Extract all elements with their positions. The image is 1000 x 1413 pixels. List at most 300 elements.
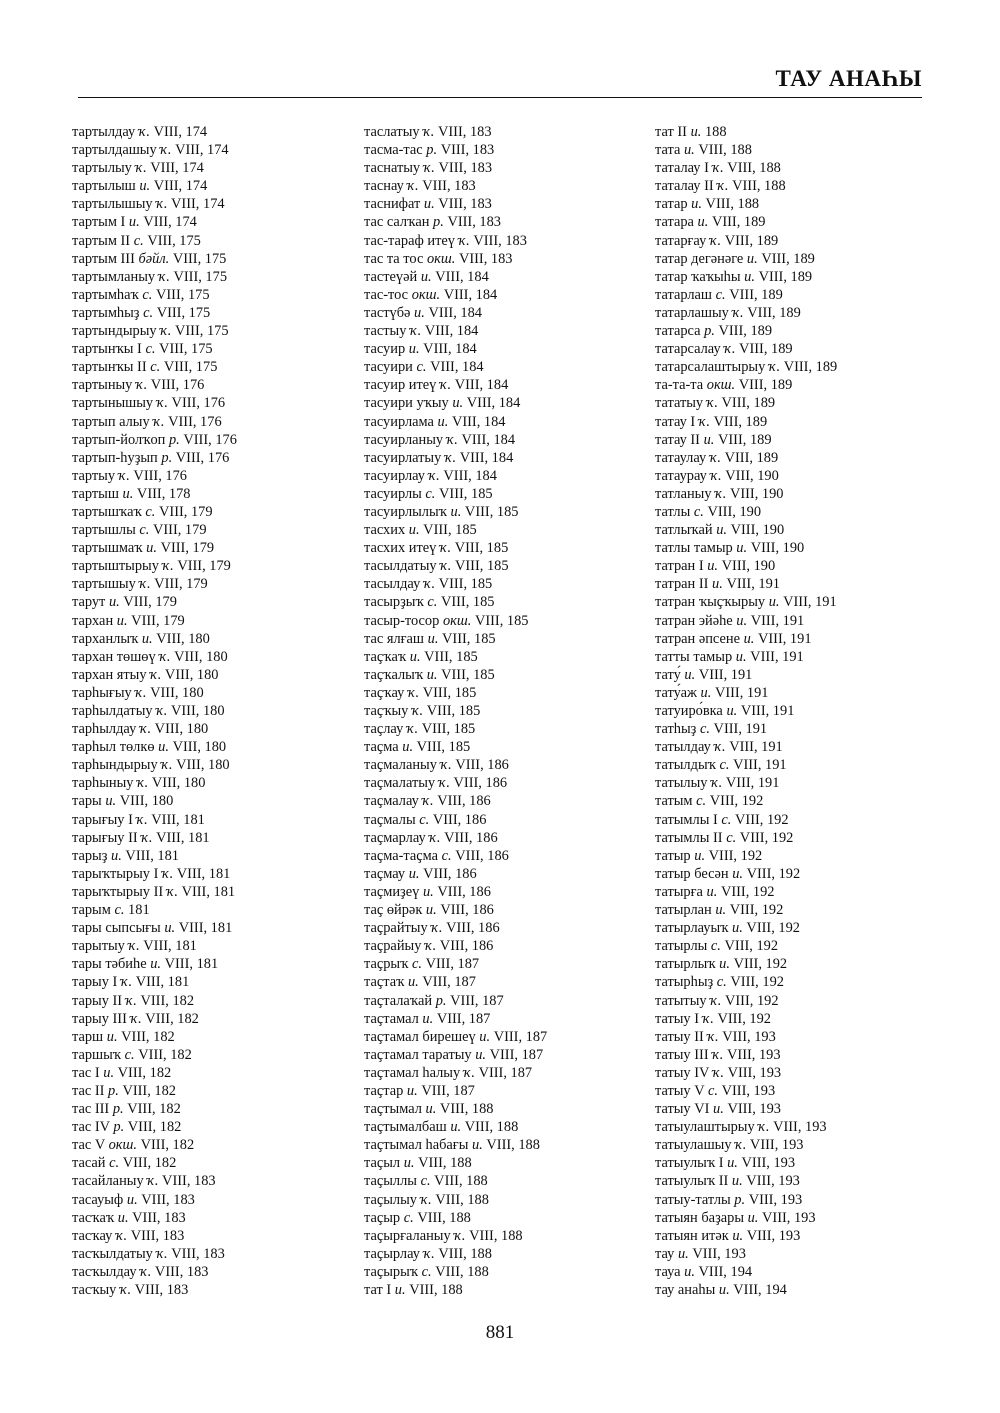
entry-headword: татым bbox=[655, 793, 693, 810]
index-entry bbox=[655, 630, 837, 648]
entry-pos-abbrev: и. bbox=[719, 956, 730, 973]
entry-pos-abbrev: ҡ. bbox=[707, 1028, 719, 1045]
index-entry bbox=[655, 901, 837, 919]
index-entry bbox=[364, 1082, 547, 1100]
entry-headword: тау bbox=[655, 1245, 675, 1262]
entry-reference: VIII, 184 bbox=[466, 395, 521, 412]
entry-headword: тартым I bbox=[72, 214, 126, 231]
entry-headword: таслатыу bbox=[364, 124, 420, 140]
entry-reference: VIII, 186 bbox=[455, 847, 509, 864]
entry-headword: тасырҙыҡ bbox=[364, 594, 424, 611]
entry-pos-abbrev: и. bbox=[732, 865, 743, 882]
entry-pos-abbrev: ҡ. bbox=[446, 431, 458, 448]
entry-pos-abbrev: и. bbox=[732, 920, 743, 937]
entry-reference: VIII, 185 bbox=[426, 703, 481, 719]
entry-pos-abbrev: ҡ. bbox=[423, 124, 435, 140]
entry-reference: VIII, 185 bbox=[440, 594, 495, 611]
entry-reference: VIII, 186 bbox=[439, 938, 494, 955]
entry-headword: таҫҡаҡ bbox=[364, 648, 407, 665]
entry-headword: таҫҡалыҡ bbox=[364, 666, 424, 683]
entry-reference: VIII, 188 bbox=[464, 1119, 519, 1136]
index-column-2 bbox=[364, 123, 547, 1299]
index-entry bbox=[72, 648, 237, 666]
entry-pos-abbrev: р. bbox=[433, 214, 444, 231]
entry-headword: татылдау bbox=[655, 739, 711, 756]
entry-reference: VIII, 184 bbox=[451, 413, 506, 430]
entry-pos-abbrev: и. bbox=[108, 594, 120, 611]
entry-pos-abbrev: и. bbox=[406, 1082, 418, 1099]
entry-headword: татымлы I bbox=[655, 811, 718, 828]
index-entry bbox=[655, 1046, 837, 1064]
entry-headword: тарут bbox=[72, 594, 106, 611]
index-entry bbox=[364, 847, 547, 865]
entry-reference: VIII, 189 bbox=[724, 232, 779, 249]
entry-reference: VIII, 190 bbox=[707, 503, 762, 520]
entry-headword: татран әпсене bbox=[655, 630, 740, 647]
entry-headword: татырға bbox=[655, 883, 703, 900]
entry-pos-abbrev: ҡ. bbox=[768, 359, 781, 376]
entry-headword: тастыу bbox=[364, 323, 407, 340]
entry-headword: таҫтымал bbox=[364, 1101, 422, 1118]
entry-reference: VIII, 189 bbox=[711, 214, 766, 231]
entry-reference: VIII, 180 bbox=[174, 648, 228, 665]
entry-headword: тартындырыу bbox=[72, 323, 157, 340]
entry-reference: VIII, 180 bbox=[172, 739, 227, 756]
entry-reference: VIII, 194 bbox=[733, 1282, 787, 1298]
entry-reference: VIII, 185 bbox=[424, 648, 478, 665]
entry-headword: тартыу bbox=[72, 467, 116, 484]
entry-pos-abbrev: ҡ. bbox=[130, 1010, 142, 1027]
entry-pos-abbrev: с. bbox=[715, 286, 726, 303]
index-entry bbox=[72, 467, 237, 485]
entry-reference: VIII, 186 bbox=[423, 865, 477, 882]
entry-pos-abbrev: ҡ. bbox=[758, 1119, 770, 1136]
index-entry bbox=[364, 177, 547, 195]
index-entry bbox=[655, 1082, 837, 1100]
entry-headword: таҫтамал һалыу bbox=[364, 1064, 461, 1081]
entry-headword: таҫҡыу bbox=[364, 703, 409, 719]
index-entry bbox=[364, 304, 547, 322]
index-entry bbox=[72, 955, 237, 973]
entry-pos-abbrev: ҡ. bbox=[156, 395, 168, 412]
index-entry bbox=[655, 720, 837, 738]
entry-pos-abbrev: с. bbox=[145, 503, 156, 520]
entry-pos-abbrev: ҡ. bbox=[423, 1245, 435, 1262]
index-entry bbox=[72, 1064, 237, 1082]
entry-headword: таҫыллы bbox=[364, 1173, 417, 1190]
entry-pos-abbrev: ҡ. bbox=[711, 775, 723, 792]
index-entry bbox=[72, 973, 237, 991]
entry-pos-abbrev: ҡ. bbox=[166, 883, 178, 900]
entry-reference: VIII, 175 bbox=[156, 304, 211, 321]
entry-pos-abbrev: с. bbox=[403, 1209, 414, 1226]
entry-reference: VIII, 185 bbox=[441, 666, 495, 683]
entry-pos-abbrev: ҡ. bbox=[118, 467, 130, 484]
entry-pos-abbrev: ҡ. bbox=[420, 1191, 432, 1208]
index-entry bbox=[655, 738, 837, 756]
index-entry bbox=[655, 358, 837, 376]
entry-headword: та-та-та bbox=[655, 377, 704, 394]
entry-headword: тартыштырыу bbox=[72, 558, 159, 575]
index-entry bbox=[655, 1263, 837, 1281]
index-entry bbox=[364, 1010, 547, 1028]
index-entry bbox=[72, 413, 237, 431]
entry-headword: таршыҡ bbox=[72, 1046, 122, 1063]
entry-reference: VIII, 184 bbox=[435, 268, 489, 285]
index-entry bbox=[655, 195, 837, 213]
entry-reference: VIII, 192 bbox=[725, 992, 779, 1009]
entry-headword: татыу VI bbox=[655, 1101, 710, 1118]
entry-headword: тасуирлатыу bbox=[364, 449, 442, 466]
entry-headword: таҫтымал һабағы bbox=[364, 1137, 469, 1154]
entry-headword: татыр бесән bbox=[655, 865, 729, 882]
entry-pos-abbrev: и. bbox=[736, 612, 748, 629]
entry-pos-abbrev: и. bbox=[139, 178, 151, 195]
entry-reference: VIII, 193 bbox=[748, 1191, 803, 1208]
index-entry bbox=[364, 955, 547, 973]
entry-headword: татыу II bbox=[655, 1028, 704, 1045]
entry-reference: VIII, 188 bbox=[732, 178, 786, 195]
entry-headword: тасма-тас bbox=[364, 142, 423, 159]
entry-reference: VIII, 192 bbox=[735, 811, 789, 828]
entry-headword: татран ҡыҫҡырыу bbox=[655, 594, 766, 611]
entry-pos-abbrev: и. bbox=[408, 865, 420, 882]
index-entry bbox=[72, 756, 237, 774]
entry-headword: татарлашыу bbox=[655, 304, 729, 321]
entry-headword: татарса bbox=[655, 323, 701, 340]
index-entry bbox=[655, 159, 837, 177]
entry-reference: VIII, 174 bbox=[175, 142, 229, 159]
entry-headword: тасылдатыу bbox=[364, 558, 437, 575]
entry-pos-abbrev: ҡ. bbox=[425, 938, 437, 955]
entry-reference: VIII, 186 bbox=[440, 902, 494, 919]
page-number: 881 bbox=[485, 1322, 515, 1343]
entry-reference: VIII, 182 bbox=[127, 1101, 181, 1118]
entry-reference: VIII, 189 bbox=[718, 323, 773, 340]
entry-reference: VIII, 185 bbox=[423, 522, 477, 539]
entry-headword: тарһындырыу bbox=[72, 757, 158, 774]
index-entry bbox=[364, 413, 547, 431]
index-entry bbox=[72, 232, 237, 250]
index-entry bbox=[72, 1154, 237, 1172]
index-entry bbox=[364, 1172, 547, 1190]
entry-reference: VIII, 191 bbox=[729, 739, 783, 756]
entry-pos-abbrev: ҡ. bbox=[153, 413, 165, 430]
entry-pos-abbrev: и. bbox=[450, 1119, 462, 1136]
entry-reference: VIII, 192 bbox=[720, 883, 775, 900]
index-entry bbox=[655, 1136, 837, 1154]
entry-headword: тартымһыҙ bbox=[72, 304, 140, 321]
index-entry bbox=[655, 1227, 837, 1245]
entry-reference: VIII, 193 bbox=[746, 1173, 800, 1190]
entry-reference: VIII, 174 bbox=[153, 178, 208, 195]
index-entry bbox=[655, 250, 837, 268]
entry-headword: таҫмалау bbox=[364, 793, 419, 810]
entry-headword: тас ялғаш bbox=[364, 630, 425, 647]
entry-headword: тартышҡаҡ bbox=[72, 503, 142, 520]
entry-pos-abbrev: ҡ. bbox=[709, 449, 721, 466]
entry-headword: татарғау bbox=[655, 232, 707, 249]
index-entry bbox=[364, 774, 547, 792]
entry-headword: тасайланыу bbox=[72, 1173, 144, 1190]
entry-reference: VIII, 179 bbox=[159, 503, 213, 520]
index-entry bbox=[655, 539, 837, 557]
entry-reference: VIII, 183 bbox=[438, 196, 492, 213]
entry-reference: VIII, 179 bbox=[152, 522, 207, 539]
index-entry bbox=[364, 521, 547, 539]
entry-reference: VIII, 180 bbox=[150, 684, 204, 701]
entry-pos-abbrev: и. bbox=[409, 648, 421, 665]
index-entry bbox=[655, 322, 837, 340]
entry-pos-abbrev: ҡ. bbox=[706, 395, 718, 412]
index-entry bbox=[655, 883, 837, 901]
index-entry bbox=[655, 1028, 837, 1046]
entry-pos-abbrev: ҡ. bbox=[440, 558, 452, 575]
entry-reference: VIII, 179 bbox=[123, 594, 177, 611]
entry-headword: тас-тос bbox=[364, 286, 409, 303]
entry-pos-abbrev: ҡ. bbox=[406, 721, 419, 738]
entry-pos-abbrev: окш. bbox=[442, 612, 472, 629]
entry-headword: таҫталаҡай bbox=[364, 992, 433, 1009]
entry-headword: тарыҙ bbox=[72, 847, 108, 864]
entry-pos-abbrev: ҡ. bbox=[698, 413, 710, 430]
index-entry bbox=[72, 593, 237, 611]
index-entry bbox=[72, 1172, 237, 1190]
index-column-1 bbox=[72, 123, 237, 1299]
entry-reference: VIII, 183 bbox=[130, 1227, 185, 1244]
entry-pos-abbrev: с. bbox=[427, 594, 438, 611]
index-entry bbox=[655, 1209, 837, 1227]
entry-pos-abbrev: р. bbox=[435, 992, 447, 1009]
entry-headword: таҫмалы bbox=[364, 811, 416, 828]
entry-headword: татлыҡай bbox=[655, 522, 713, 539]
entry-reference: VIII, 182 bbox=[122, 1082, 176, 1099]
entry-headword: татау II bbox=[655, 431, 700, 448]
entry-pos-abbrev: и. bbox=[141, 630, 153, 647]
entry-headword: татлы bbox=[655, 503, 691, 520]
index-entry bbox=[364, 358, 547, 376]
index-entry bbox=[72, 1136, 237, 1154]
entry-headword: татарсалаштырыу bbox=[655, 359, 766, 376]
entry-pos-abbrev: и. bbox=[425, 902, 437, 919]
entry-reference: VIII, 185 bbox=[422, 684, 477, 701]
entry-reference: VIII, 182 bbox=[117, 1064, 172, 1081]
entry-headword: тасхих итеү bbox=[364, 540, 437, 557]
entry-pos-abbrev: с. bbox=[707, 1082, 718, 1099]
entry-headword: тастүбә bbox=[364, 304, 411, 321]
entry-pos-abbrev: ҡ. bbox=[710, 992, 722, 1009]
index-entry bbox=[655, 394, 837, 412]
entry-pos-abbrev: окш. bbox=[706, 377, 736, 394]
entry-pos-abbrev: ҡ. bbox=[724, 341, 736, 358]
entry-pos-abbrev: и. bbox=[768, 594, 780, 611]
entry-pos-abbrev: и. bbox=[712, 576, 723, 593]
entry-pos-abbrev: с. bbox=[699, 721, 710, 738]
entry-reference: VIII, 193 bbox=[692, 1245, 746, 1262]
entry-headword: таталау I bbox=[655, 160, 709, 177]
entry-pos-abbrev: ҡ. bbox=[162, 558, 174, 575]
entry-reference: VIII, 175 bbox=[174, 323, 229, 340]
entry-headword: тартылдашыу bbox=[72, 142, 157, 159]
entry-pos-abbrev: с. bbox=[133, 232, 144, 249]
entry-pos-abbrev: и. bbox=[437, 413, 449, 430]
index-entry bbox=[72, 829, 237, 847]
entry-headword: тас IV bbox=[72, 1119, 110, 1136]
entry-reference: VIII, 179 bbox=[160, 540, 215, 557]
index-entry bbox=[364, 376, 547, 394]
entry-headword: татыулыҡ II bbox=[655, 1173, 729, 1190]
entry-headword: татһыҙ bbox=[655, 721, 697, 738]
entry-reference: VIII, 181 bbox=[125, 847, 179, 864]
index-entry bbox=[655, 485, 837, 503]
index-entry bbox=[72, 811, 237, 829]
index-entry bbox=[655, 847, 837, 865]
entry-headword: таҫлау bbox=[364, 721, 404, 738]
entry-headword: тартыныу bbox=[72, 377, 133, 394]
entry-headword: тасыр-тосор bbox=[364, 612, 440, 629]
entry-headword: тарығыу I bbox=[72, 811, 133, 828]
index-entry bbox=[364, 648, 547, 666]
index-entry bbox=[655, 413, 837, 431]
entry-pos-abbrev: и. bbox=[452, 395, 464, 412]
index-entry bbox=[364, 666, 547, 684]
entry-reference: VIII, 188 bbox=[705, 196, 760, 213]
index-entry bbox=[655, 992, 837, 1010]
entry-headword: тасылдау bbox=[364, 576, 421, 593]
index-entry bbox=[655, 268, 837, 286]
entry-headword: татар дегәнәге bbox=[655, 250, 744, 267]
entry-reference: VIII, 186 bbox=[446, 920, 500, 937]
entry-headword: татаурау bbox=[655, 467, 707, 484]
entry-headword: таснифат bbox=[364, 196, 421, 213]
entry-pos-abbrev: ҡ. bbox=[150, 666, 162, 683]
entry-reference: VIII, 193 bbox=[721, 1082, 776, 1099]
entry-reference: VIII, 191 bbox=[725, 775, 780, 792]
entry-reference: VIII, 183 bbox=[141, 1191, 195, 1208]
entry-reference: VIII, 193 bbox=[722, 1028, 776, 1045]
entry-reference: VIII, 186 bbox=[455, 757, 509, 774]
entry-headword: тасуири уҡыу bbox=[364, 395, 449, 412]
entry-pos-abbrev: ҡ. bbox=[702, 1010, 714, 1027]
index-entry bbox=[364, 883, 547, 901]
index-entry bbox=[72, 792, 237, 810]
entry-headword: тастеүәй bbox=[364, 268, 418, 285]
index-entry bbox=[655, 340, 837, 358]
entry-reference: VIII, 192 bbox=[746, 920, 800, 937]
entry-headword: татыу V bbox=[655, 1082, 705, 1099]
entry-pos-abbrev: ҡ. bbox=[125, 992, 137, 1009]
entry-pos-abbrev: ҡ. bbox=[428, 467, 440, 484]
entry-headword: тасуир итеү bbox=[364, 377, 437, 394]
entry-reference: 181 bbox=[128, 902, 150, 919]
entry-headword: тары bbox=[72, 793, 102, 810]
entry-reference: VIII, 187 bbox=[422, 974, 476, 991]
entry-headword: тарһыныу bbox=[72, 775, 134, 792]
entry-headword: тататыу bbox=[655, 395, 704, 412]
entry-reference: VIII, 183 bbox=[422, 178, 476, 195]
index-entry bbox=[72, 286, 237, 304]
entry-pos-abbrev: и. bbox=[422, 883, 434, 900]
entry-pos-abbrev: окш. bbox=[411, 286, 441, 303]
index-entry bbox=[364, 612, 547, 630]
index-entry bbox=[655, 123, 837, 141]
entry-pos-abbrev: ҡ. bbox=[439, 540, 452, 557]
entry-reference: VIII, 183 bbox=[458, 250, 513, 267]
entry-headword: тарһыл төлкө bbox=[72, 739, 155, 756]
entry-headword: тату́аж bbox=[655, 684, 697, 701]
index-entry bbox=[364, 937, 547, 955]
entry-headword: таҫтар bbox=[364, 1082, 404, 1099]
index-entry bbox=[364, 829, 547, 847]
index-entry bbox=[655, 756, 837, 774]
entry-pos-abbrev: ҡ. bbox=[411, 703, 424, 719]
entry-reference: VIII, 174 bbox=[150, 160, 204, 177]
index-entry bbox=[655, 503, 837, 521]
entry-pos-abbrev: ҡ. bbox=[717, 178, 729, 195]
entry-pos-abbrev: и. bbox=[731, 1173, 743, 1190]
index-entry bbox=[364, 901, 547, 919]
index-entry bbox=[72, 557, 237, 575]
entry-headword: татау I bbox=[655, 413, 696, 430]
index-entry bbox=[655, 1118, 837, 1136]
entry-reference: VIII, 188 bbox=[435, 1191, 489, 1208]
entry-reference: VIII, 181 bbox=[178, 920, 233, 937]
index-entry bbox=[364, 1046, 547, 1064]
entry-reference: VIII, 189 bbox=[747, 304, 801, 321]
entry-headword: таҫтаҡ bbox=[364, 974, 405, 991]
entry-pos-abbrev: ҡ. bbox=[714, 739, 726, 756]
entry-reference: VIII, 179 bbox=[154, 576, 208, 593]
entry-headword: татар ҡаҡыһы bbox=[655, 268, 741, 285]
entry-reference: VIII, 193 bbox=[727, 1064, 782, 1081]
entry-headword: тартышмаҡ bbox=[72, 540, 143, 557]
entry-reference: VIII, 188 bbox=[439, 1101, 494, 1118]
entry-pos-abbrev: с. bbox=[425, 485, 436, 502]
entry-reference: 188 bbox=[704, 124, 727, 140]
entry-pos-abbrev: с. bbox=[421, 1263, 432, 1280]
entry-pos-abbrev: ҡ. bbox=[136, 811, 148, 828]
entry-reference: VIII, 191 bbox=[783, 594, 837, 611]
entry-headword: таҫрайыу bbox=[364, 938, 422, 955]
entry-headword: тартым II bbox=[72, 232, 131, 249]
index-entry bbox=[364, 1064, 547, 1082]
entry-headword: татырһыҙ bbox=[655, 974, 714, 991]
entry-headword: тартып-йолҡоп bbox=[72, 431, 166, 448]
entry-pos-abbrev: ҡ. bbox=[141, 829, 153, 846]
entry-headword: тасуирлылыҡ bbox=[364, 503, 447, 520]
entry-headword: таҫҡау bbox=[364, 684, 405, 701]
entry-headword: татарсалау bbox=[655, 341, 721, 358]
index-entry bbox=[72, 901, 237, 919]
header-rule bbox=[78, 97, 922, 98]
index-entry bbox=[364, 720, 547, 738]
index-entry bbox=[364, 1191, 547, 1209]
entry-pos-abbrev: ҡ. bbox=[156, 196, 168, 213]
entry-headword: тарһылдау bbox=[72, 721, 137, 738]
entry-headword: тасуир bbox=[364, 341, 406, 358]
entry-reference: VIII, 181 bbox=[176, 865, 231, 882]
entry-reference: VIII, 188 bbox=[727, 160, 781, 177]
entry-reference: VIII, 184 bbox=[443, 467, 497, 484]
entry-reference: VIII, 190 bbox=[725, 467, 779, 484]
entry-reference: VIII, 187 bbox=[436, 1010, 491, 1027]
entry-pos-abbrev: р. bbox=[168, 431, 180, 448]
entry-headword: таталау II bbox=[655, 178, 714, 195]
entry-headword: тартылыу bbox=[72, 160, 132, 177]
entry-reference: VIII, 182 bbox=[145, 1010, 199, 1027]
entry-headword: тасҡау bbox=[72, 1227, 113, 1244]
index-entry bbox=[364, 539, 547, 557]
